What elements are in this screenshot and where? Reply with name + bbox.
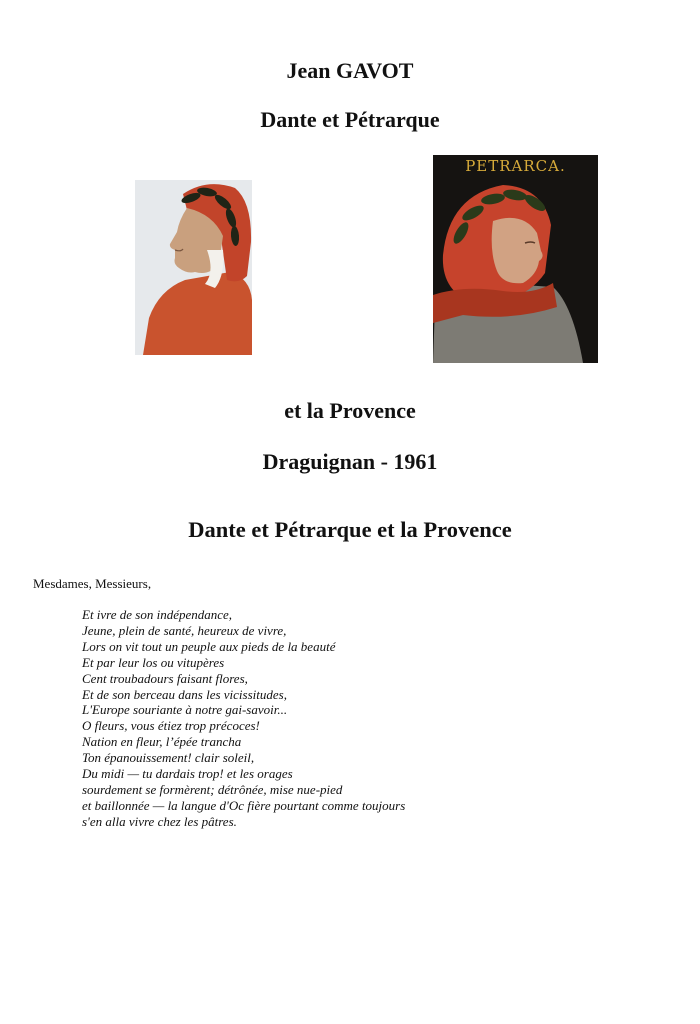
poem-line: sourdement se formèrent; détrônée, mise nue-pied bbox=[82, 781, 343, 797]
poem-line: Et ivre de son indépendance, bbox=[82, 607, 233, 622]
petrarca-caption: PETRARCA. bbox=[465, 157, 566, 175]
place-year: Draguignan - 1961 bbox=[262, 449, 438, 474]
title-line-1: Dante et Pétrarque bbox=[260, 107, 440, 132]
poem-line: et baillonnée — la langue d'Oc fière pourtant comme toujours bbox=[82, 797, 406, 813]
poem-line: Et de son berceau dans les vicissitudes, bbox=[82, 686, 287, 702]
author-name: Jean GAVOT bbox=[286, 58, 414, 83]
dante-portrait-image bbox=[135, 180, 252, 355]
poem-line: Lors on vit tout un peuple aux pieds de la beauté bbox=[82, 638, 336, 654]
poem-line: Jeune, plein de santé, heureux de vivre, bbox=[82, 622, 287, 638]
poem-line: Et par leur los ou vitupères bbox=[82, 654, 225, 670]
petrarca-portrait-image bbox=[433, 155, 598, 363]
poem-line: O fleurs, vous étiez trop précoces! bbox=[82, 718, 260, 734]
poem-line: Ton épanouissement! clair soleil, bbox=[82, 750, 255, 766]
poem-line: Du midi — tu dardais trop! et les orages bbox=[82, 766, 293, 782]
poem-line: Cent troubadours faisant flores, bbox=[82, 670, 248, 686]
salutation: Mesdames, Messieurs, bbox=[33, 576, 152, 591]
section-heading: Dante et Pétrarque et la Provence bbox=[188, 517, 512, 542]
poem-line: Nation en fleur, l’épée trancha bbox=[82, 734, 242, 750]
poem-stanza bbox=[82, 607, 405, 830]
title-line-2: et la Provence bbox=[284, 398, 416, 423]
poem-line: L'Europe souriante à notre gai-savoir... bbox=[82, 702, 288, 718]
poem-line: s'en alla vivre chez les pâtres. bbox=[82, 813, 237, 829]
